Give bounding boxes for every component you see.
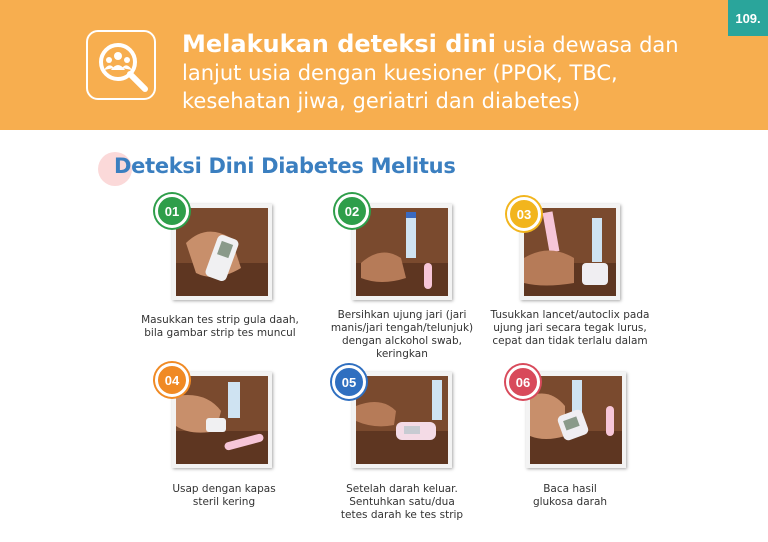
step-6-caption	[480, 483, 660, 509]
step-3-caption-line: Tusukkan lancet/autoclix pada	[490, 309, 650, 321]
step-3-caption	[480, 309, 660, 348]
title-line-2: lanjut usia dengan kuesioner (PPOK, TBC,	[182, 61, 618, 85]
step-4-caption	[134, 483, 314, 509]
step-2-caption	[312, 309, 492, 361]
page-number: 109.	[728, 0, 768, 36]
step-5-caption-line: tetes darah ke tes strip	[340, 509, 464, 521]
step-3-caption-line: cepat dan tidak terlalu dalam	[492, 335, 648, 347]
page-title	[182, 30, 722, 115]
step-3-badge	[507, 197, 541, 231]
step-5-photo	[352, 372, 452, 468]
step-6-number: 06	[515, 374, 531, 390]
step-6-badge	[506, 365, 540, 399]
step-1-caption	[130, 314, 310, 340]
step-6-caption-line: glukosa darah	[532, 496, 608, 508]
title-rest: usia dewasa dan	[495, 33, 679, 57]
step-4-number: 04	[164, 372, 180, 388]
title-bold: Melakukan deteksi dini	[182, 30, 496, 58]
step-5-badge	[332, 365, 366, 399]
step-4-caption-line: steril kering	[192, 496, 256, 508]
section-title: Deteksi Dini Diabetes Melitus	[114, 154, 456, 178]
step-4-caption-line: Usap dengan kapas	[172, 483, 276, 495]
step-2-badge	[335, 194, 369, 228]
step-5-caption	[312, 483, 492, 522]
step-4-badge	[155, 363, 189, 397]
step-2-caption-line: Bersihkan ujung jari (jari	[337, 309, 467, 321]
step-5-caption-line: Setelah darah keluar.	[346, 483, 458, 495]
step-5-caption-line: Sentuhkan satu/dua	[349, 496, 455, 508]
search-people-icon	[86, 30, 156, 100]
step-1-number: 01	[164, 203, 180, 219]
step-3-number: 03	[516, 206, 532, 222]
step-6-caption-line: Baca hasil	[543, 483, 597, 495]
step-2-caption-line: keringkan	[376, 348, 428, 360]
step-1-caption-line: bila gambar strip tes muncul	[144, 327, 296, 339]
title-line-3: kesehatan jiwa, geriatri dan diabetes)	[182, 89, 581, 113]
step-2-number: 02	[344, 203, 360, 219]
step-3-caption-line: ujung jari secara tegak lurus,	[493, 322, 647, 334]
step-2-caption-line: manis/jari tengah/telunjuk)	[330, 322, 474, 334]
step-6-photo	[526, 372, 626, 468]
step-5-number: 05	[341, 374, 357, 390]
step-1-badge	[155, 194, 189, 228]
step-2-caption-line: dengan alckohol swab,	[342, 335, 462, 347]
step-1-caption-line: Masukkan tes strip gula daah,	[141, 314, 299, 326]
